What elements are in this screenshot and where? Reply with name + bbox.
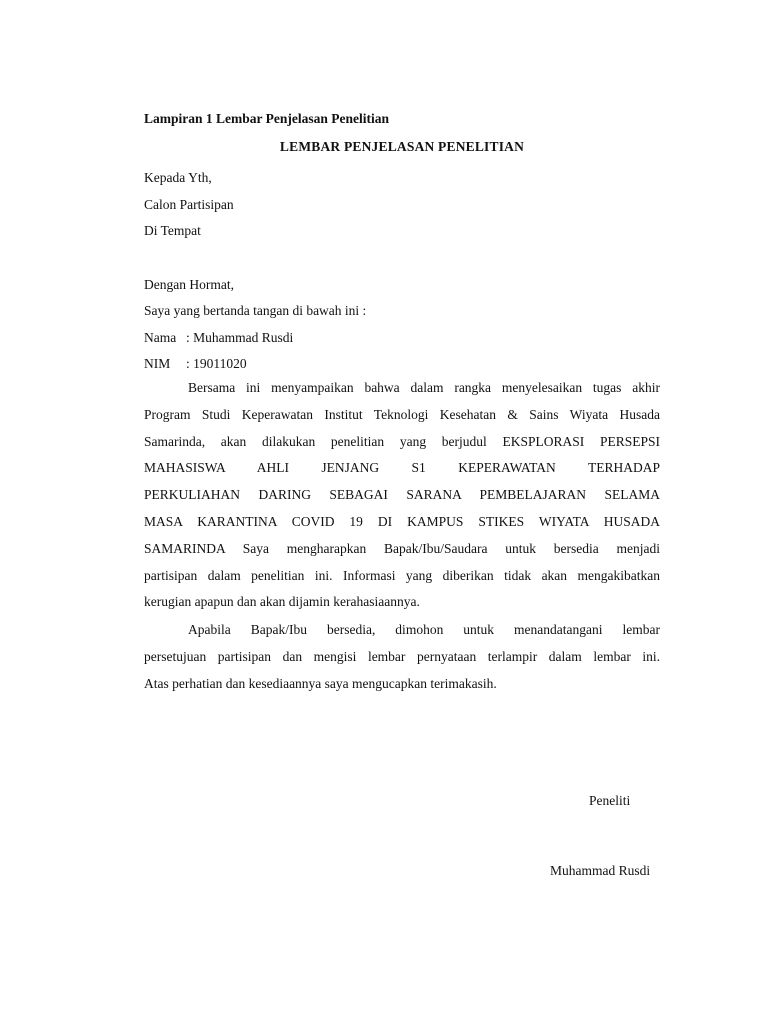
paragraph-1-line: SAMARINDA Saya mengharapkan Bapak/Ibu/Saudara untuk bersedia menjadi bbox=[144, 540, 660, 556]
signature-name: Muhammad Rusdi bbox=[550, 863, 651, 878]
main-title: LEMBAR PENJELASAN PENELITIAN bbox=[279, 139, 525, 154]
signature-role: Peneliti bbox=[589, 793, 631, 808]
nim-value: : 19011020 bbox=[186, 356, 247, 371]
nim-row bbox=[144, 355, 247, 373]
nim-label: NIM bbox=[144, 356, 171, 371]
paragraph-1-line: kerugian apapun dan akan dijamin kerahasiaannya. bbox=[144, 594, 420, 610]
paragraph-2 bbox=[144, 617, 660, 697]
intro-line: Saya yang bertanda tangan di bawah ini : bbox=[144, 303, 367, 318]
paragraph-1-line: PERKULIAHAN DARING SEBAGAI SARANA PEMBELAJARAN SELAMA bbox=[144, 487, 660, 503]
paragraph-1-line: MAHASISWA AHLI JENJANG S1 KEPERAWATAN TERHADAP bbox=[144, 460, 660, 476]
paragraph-2-line: Atas perhatian dan kesediaannya saya mengucapkan terimakasih. bbox=[144, 675, 497, 691]
paragraph-1-line: Program Studi Keperawatan Institut Teknologi Kesehatan & Sains Wiyata Husada bbox=[144, 406, 660, 422]
name-value: : Muhammad Rusdi bbox=[186, 330, 294, 345]
name-row bbox=[144, 329, 293, 347]
paragraph-1-line: MASA KARANTINA COVID 19 DI KAMPUS STIKES WIYATA HUSADA bbox=[144, 513, 660, 529]
paragraph-2-line: persetujuan partisipan dan mengisi lembar pernyataan terlampir dalam lembar ini. bbox=[144, 648, 660, 664]
attachment-title: Lampiran 1 Lembar Penjelasan Penelitian bbox=[144, 111, 389, 126]
paragraph-1-line: Bersama ini menyampaikan bahwa dalam rangka menyelesaikan tugas akhir bbox=[188, 380, 660, 395]
recipient-line-1: Kepada Yth, bbox=[144, 170, 212, 185]
paragraph-1-line: partisipan dalam penelitian ini. Informasi yang diberikan tidak akan mengakibatkan bbox=[144, 567, 660, 583]
paragraph-2-line: Apabila Bapak/Ibu bersedia, dimohon untuk menandatangani lembar bbox=[188, 622, 660, 637]
name-label: Nama bbox=[144, 330, 177, 345]
paragraph-1-line: Samarinda, akan dilakukan penelitian yang berjudul EKSPLORASI PERSEPSI bbox=[144, 433, 660, 449]
paragraph-1 bbox=[144, 375, 660, 616]
recipient-line-3: Di Tempat bbox=[144, 223, 201, 238]
greeting: Dengan Hormat, bbox=[144, 277, 234, 292]
recipient-line-2: Calon Partisipan bbox=[144, 197, 234, 212]
